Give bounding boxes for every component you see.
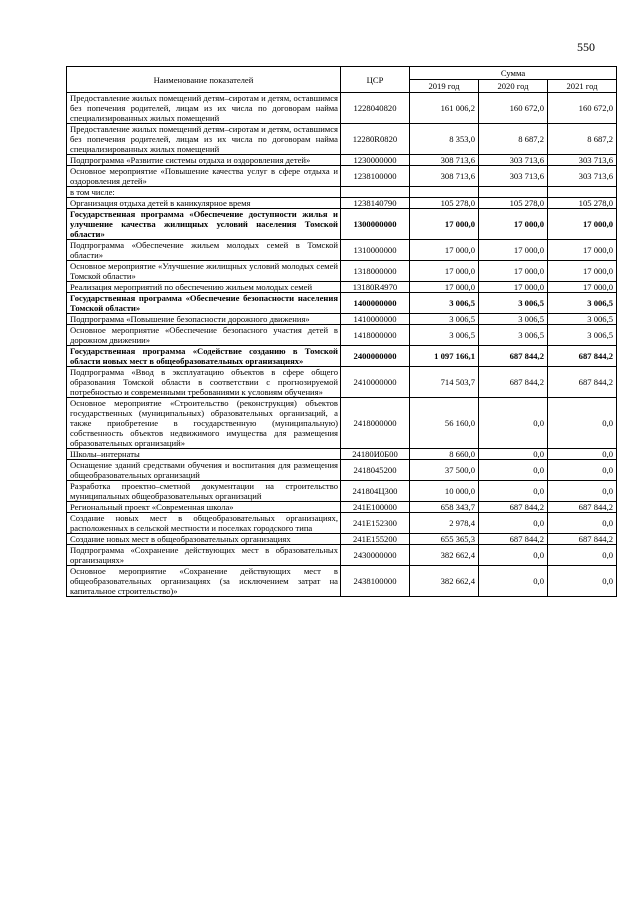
table-row: [67, 513, 617, 534]
row-name: Создание новых мест в общеобразовательных организациях: [67, 534, 341, 545]
row-code: 2430000000: [341, 545, 410, 566]
row-name: Разработка проектно–сметной документации на строительство муниципальных общеобразовательных организаций: [67, 481, 341, 502]
row-value-2021: 17 000,0: [548, 209, 617, 240]
row-value-2020: 160 672,0: [479, 93, 548, 124]
table-row: [67, 460, 617, 481]
row-value-2020: 0,0: [479, 566, 548, 597]
row-code: 1418000000: [341, 325, 410, 346]
row-value-2020: 303 713,6: [479, 166, 548, 187]
table-row: [67, 545, 617, 566]
row-value-2020: 8 687,2: [479, 124, 548, 155]
row-name: Создание новых мест в общеобразовательных организациях, расположенных в сельской местности и поселках городского типа: [67, 513, 341, 534]
row-name: Организация отдыха детей в каникулярное время: [67, 198, 341, 209]
row-value-2021: 3 006,5: [548, 293, 617, 314]
row-name: в том числе:: [67, 187, 341, 198]
row-value-2021: 687 844,2: [548, 534, 617, 545]
row-value-2020: 687 844,2: [479, 367, 548, 398]
row-value-2019: 17 000,0: [410, 282, 479, 293]
table-row: [67, 325, 617, 346]
row-code: 1410000000: [341, 314, 410, 325]
header-sum: Сумма: [410, 67, 617, 80]
row-name: Государственная программа «Содействие созданию в Томской области новых мест в общеобразовательных организациях»: [67, 346, 341, 367]
row-value-2019: 2 978,4: [410, 513, 479, 534]
row-value-2019: 714 503,7: [410, 367, 479, 398]
row-value-2021: 17 000,0: [548, 240, 617, 261]
row-value-2020: 17 000,0: [479, 240, 548, 261]
table-row: [67, 534, 617, 545]
header-year-2019: 2019 год: [410, 80, 479, 93]
row-value-2020: 0,0: [479, 513, 548, 534]
row-value-2020: [479, 187, 548, 198]
row-name: Подпрограмма «Повышение безопасности дорожного движения»: [67, 314, 341, 325]
row-value-2021: 3 006,5: [548, 325, 617, 346]
row-code: 241Е152300: [341, 513, 410, 534]
row-name: Основное мероприятие «Обеспечение безопасного участия детей в дорожном движении»: [67, 325, 341, 346]
table-row: [67, 261, 617, 282]
table-row: [67, 209, 617, 240]
row-name: Основное мероприятие «Улучшение жилищных условий молодых семей Томской области»: [67, 261, 341, 282]
row-name: Основное мероприятие «Повышение качества услуг в сфере отдыха и оздоровления детей»: [67, 166, 341, 187]
row-name: Региональный проект «Современная школа»: [67, 502, 341, 513]
row-name: Школы–интернаты: [67, 449, 341, 460]
row-value-2019: 10 000,0: [410, 481, 479, 502]
row-value-2019: 3 006,5: [410, 293, 479, 314]
row-value-2021: 687 844,2: [548, 346, 617, 367]
table-row: [67, 240, 617, 261]
row-value-2021: 303 713,6: [548, 155, 617, 166]
row-value-2019: 1 097 166,1: [410, 346, 479, 367]
row-value-2021: 0,0: [548, 398, 617, 449]
row-value-2020: 17 000,0: [479, 261, 548, 282]
row-value-2021: 105 278,0: [548, 198, 617, 209]
row-value-2020: 0,0: [479, 460, 548, 481]
row-value-2021: 17 000,0: [548, 261, 617, 282]
row-value-2020: 0,0: [479, 545, 548, 566]
table-row: [67, 187, 617, 198]
row-code: 1400000000: [341, 293, 410, 314]
row-value-2019: 655 365,3: [410, 534, 479, 545]
row-code: 24180И0Б00: [341, 449, 410, 460]
row-code: 2418045200: [341, 460, 410, 481]
row-value-2019: 382 662,4: [410, 566, 479, 597]
row-value-2019: [410, 187, 479, 198]
row-code: 1228040820: [341, 93, 410, 124]
row-value-2021: 160 672,0: [548, 93, 617, 124]
row-value-2019: 382 662,4: [410, 545, 479, 566]
row-name: Реализация мероприятий по обеспечению жильем молодых семей: [67, 282, 341, 293]
row-value-2019: 17 000,0: [410, 240, 479, 261]
row-value-2021: 0,0: [548, 566, 617, 597]
row-code: 1310000000: [341, 240, 410, 261]
table-row: [67, 282, 617, 293]
row-code: 13180R4970: [341, 282, 410, 293]
page-number: 550: [577, 40, 595, 54]
row-value-2021: 687 844,2: [548, 502, 617, 513]
row-value-2020: 0,0: [479, 481, 548, 502]
table-row: [67, 293, 617, 314]
row-value-2020: 303 713,6: [479, 155, 548, 166]
row-name: Подпрограмма «Обеспечение жильем молодых семей в Томской области»: [67, 240, 341, 261]
row-name: Основное мероприятие «Сохранение действующих мест в общеобразовательных организациях (за исключением затрат на капитальное строительство)»: [67, 566, 341, 597]
row-code: 2418000000: [341, 398, 410, 449]
row-value-2020: 0,0: [479, 449, 548, 460]
row-value-2019: 17 000,0: [410, 261, 479, 282]
row-value-2019: 56 160,0: [410, 398, 479, 449]
row-value-2021: 3 006,5: [548, 314, 617, 325]
row-code: 1238140790: [341, 198, 410, 209]
row-code: 2400000000: [341, 346, 410, 367]
row-value-2020: 17 000,0: [479, 209, 548, 240]
row-code: 241Е100000: [341, 502, 410, 513]
table-row: [67, 155, 617, 166]
row-value-2019: 8 660,0: [410, 449, 479, 460]
header-year-2021: 2021 год: [548, 80, 617, 93]
row-value-2021: [548, 187, 617, 198]
row-code: 1318000000: [341, 261, 410, 282]
table-row: [67, 566, 617, 597]
row-value-2019: 161 006,2: [410, 93, 479, 124]
row-name: Основное мероприятие «Строительство (реконструкция) объектов государственных (муниципальных) образовательных организаций, а также приобретение в государственную (муниципальную) собственность объектов недвижимого имущества для размещения образовательных организаций»: [67, 398, 341, 449]
row-value-2021: 0,0: [548, 545, 617, 566]
table-row: [67, 124, 617, 155]
row-value-2019: 3 006,5: [410, 325, 479, 346]
row-value-2020: 17 000,0: [479, 282, 548, 293]
table-row: [67, 449, 617, 460]
row-value-2020: 687 844,2: [479, 346, 548, 367]
row-value-2020: 0,0: [479, 398, 548, 449]
row-value-2020: 687 844,2: [479, 502, 548, 513]
row-name: Предоставление жилых помещений детям–сиротам и детям, оставшимся без попечения родителей, лицам из их числа по договорам найма специализированных жилых помещений: [67, 124, 341, 155]
table-row: [67, 398, 617, 449]
row-value-2021: 17 000,0: [548, 282, 617, 293]
header-year-2020: 2020 год: [479, 80, 548, 93]
row-value-2019: 308 713,6: [410, 155, 479, 166]
table-row: [67, 502, 617, 513]
row-value-2020: 105 278,0: [479, 198, 548, 209]
row-code: 1230000000: [341, 155, 410, 166]
row-value-2020: 3 006,5: [479, 325, 548, 346]
row-value-2019: 17 000,0: [410, 209, 479, 240]
row-value-2019: 37 500,0: [410, 460, 479, 481]
row-code: 2438100000: [341, 566, 410, 597]
row-name: Подпрограмма «Развитие системы отдыха и оздоровления детей»: [67, 155, 341, 166]
row-value-2019: 105 278,0: [410, 198, 479, 209]
row-value-2019: 3 006,5: [410, 314, 479, 325]
row-value-2021: 0,0: [548, 481, 617, 502]
row-value-2019: 308 713,6: [410, 166, 479, 187]
budget-table: [66, 66, 617, 597]
row-code: 12280R0820: [341, 124, 410, 155]
row-code: 1300000000: [341, 209, 410, 240]
table-row: [67, 198, 617, 209]
row-value-2020: 3 006,5: [479, 314, 548, 325]
row-code: 1238100000: [341, 166, 410, 187]
row-value-2020: 3 006,5: [479, 293, 548, 314]
row-code: [341, 187, 410, 198]
row-name: Подпрограмма «Ввод в эксплуатацию объектов в сфере общего образования Томской области в соответствии с прогнозируемой потребностью и современными требованиями к условиям обучения»: [67, 367, 341, 398]
row-value-2021: 0,0: [548, 449, 617, 460]
row-value-2021: 0,0: [548, 513, 617, 534]
header-code: ЦСР: [341, 67, 410, 93]
table-row: [67, 166, 617, 187]
row-code: 241Е155200: [341, 534, 410, 545]
row-code: 2410000000: [341, 367, 410, 398]
row-name: Предоставление жилых помещений детям–сиротам и детям, оставшимся без попечения родителей, лицам из их числа по договорам найма специализированных жилых помещений: [67, 93, 341, 124]
row-code: 241804Ц300: [341, 481, 410, 502]
row-name: Подпрограмма «Сохранение действующих мест в образовательных организациях»: [67, 545, 341, 566]
row-value-2021: 303 713,6: [548, 166, 617, 187]
table-row: [67, 481, 617, 502]
row-value-2020: 687 844,2: [479, 534, 548, 545]
table-row: [67, 93, 617, 124]
row-name: Государственная программа «Обеспечение безопасности населения Томской области»: [67, 293, 341, 314]
row-name: Оснащение зданий средствами обучения и воспитания для размещения общеобразовательных организаций: [67, 460, 341, 481]
table-row: [67, 314, 617, 325]
table-row: [67, 367, 617, 398]
row-value-2019: 658 343,7: [410, 502, 479, 513]
row-name: Государственная программа «Обеспечение доступности жилья и улучшение качества жилищных условий населения Томской области»: [67, 209, 341, 240]
row-value-2021: 8 687,2: [548, 124, 617, 155]
row-value-2019: 8 353,0: [410, 124, 479, 155]
row-value-2021: 687 844,2: [548, 367, 617, 398]
header-name: Наименование показателей: [67, 67, 341, 93]
row-value-2021: 0,0: [548, 460, 617, 481]
table-row: [67, 346, 617, 367]
